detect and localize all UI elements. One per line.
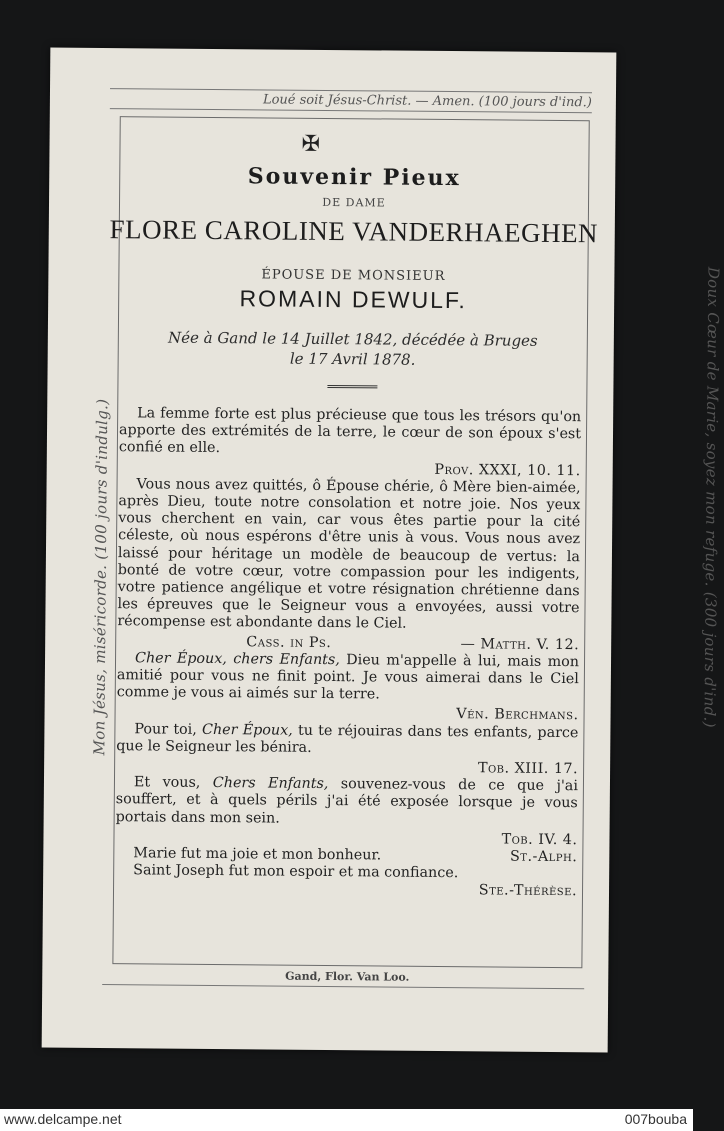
- reference: St.-Alph.: [509, 848, 578, 866]
- reference: Cass. in Ps.: [246, 633, 332, 651]
- reference: — Matth. V. 12.: [460, 635, 580, 653]
- cross-icon: ✠: [301, 131, 321, 157]
- divider: [327, 385, 377, 388]
- paragraph: La femme forte est plus précieuse que tous les trésors qu'on apporte des extrémités de la terre, le cœur de son époux s'est confié en elle.: [118, 405, 582, 457]
- reference: Ste.-Thérèse.: [478, 882, 578, 900]
- address-italic: Cher Époux, chers Enfants,: [134, 650, 340, 668]
- reference: Tob. IV. 4.: [501, 831, 578, 849]
- husband-name: ROMAIN DEWULF.: [239, 285, 467, 314]
- quote: Marie fut ma joie et mon bonheur.: [133, 845, 382, 864]
- paragraph: Vous nous avez quittés, ô Épouse chérie, ô Mère bien-aimée, après Dieu, toute notre consolation et notre joie. Nos yeux vous cherchent en vain, car vous êtes partie pour la cité céleste, où nous espérons d'être unis à vous. Vous nous avez laissé pour héritage un modèle de beaucoup de vertus: la bonté de votre cœur, votre compassion pour les indigents, votre patience angélique et votre résignation chrétienne dans les épreuves que le Seigneur vous a envoyées, aussi votre récompense est abondante dans le Ciel.: [117, 476, 581, 633]
- memorial-card: [42, 48, 723, 1053]
- site-watermark: www.delcampe.net: [4, 1111, 122, 1127]
- paragraph-text: souvenez-vous de ce que j'ai souffert, et à quels périls j'ai été exposée lorsque je vous portais dans mon sein.: [115, 776, 579, 827]
- dates-line-2: le 17 Avril 1878.: [289, 349, 416, 369]
- paragraph-text: Et vous,: [133, 774, 213, 792]
- card-text: [115, 405, 581, 901]
- de-dame: DE DAME: [322, 195, 386, 210]
- reference: Vén. Berchmans.: [456, 706, 579, 724]
- quote: Saint Joseph fut mon espoir et ma confiance.: [133, 862, 459, 882]
- printer-mark: Gand, Flor. Van Loo.: [285, 969, 410, 984]
- bottom-rule: [102, 984, 584, 992]
- reference: Tob. XIII. 17.: [477, 760, 579, 778]
- top-invocation: Loué soit Jésus-Christ. — Amen. (100 jours d'ind.): [110, 88, 592, 113]
- seller-watermark: 007bouba: [624, 1111, 687, 1127]
- left-margin-prayer: Mon Jésus, miséricorde. (100 jours d'indulg.): [90, 398, 112, 756]
- address-italic: Cher Époux,: [201, 721, 293, 739]
- deceased-name: FLORE CAROLINE VANDERHAEGHEN: [109, 214, 599, 249]
- paragraph: [117, 650, 579, 706]
- right-margin-prayer: Doux Cœur de Marie, soyez mon refuge. (300 jours d'ind.): [700, 266, 723, 728]
- epouse-label: ÉPOUSE DE MONSIEUR: [261, 267, 446, 285]
- paragraph-text: Pour toi,: [134, 720, 203, 738]
- paragraph: [116, 721, 578, 759]
- dates-line-1: Née à Gand le 14 Juillet 1842, décédée à Bruges: [167, 328, 538, 350]
- paragraph: [116, 774, 578, 830]
- card-title: Souvenir Pieux: [247, 163, 461, 192]
- watermark-bar: [0, 1109, 693, 1131]
- paragraph-text: tu te réjouiras dans tes enfants, parce que le Seigneur les bénira.: [116, 722, 579, 756]
- reference: Prov. XXXI, 10. 11.: [434, 461, 581, 479]
- paragraph-text: Dieu m'appelle à lui, mais mon amitié pour vous ne finit point. Je vous aimerai dans le Ciel comme je vous ai aimés sur la terre.: [116, 651, 580, 703]
- address-italic: Chers Enfants,: [212, 775, 329, 793]
